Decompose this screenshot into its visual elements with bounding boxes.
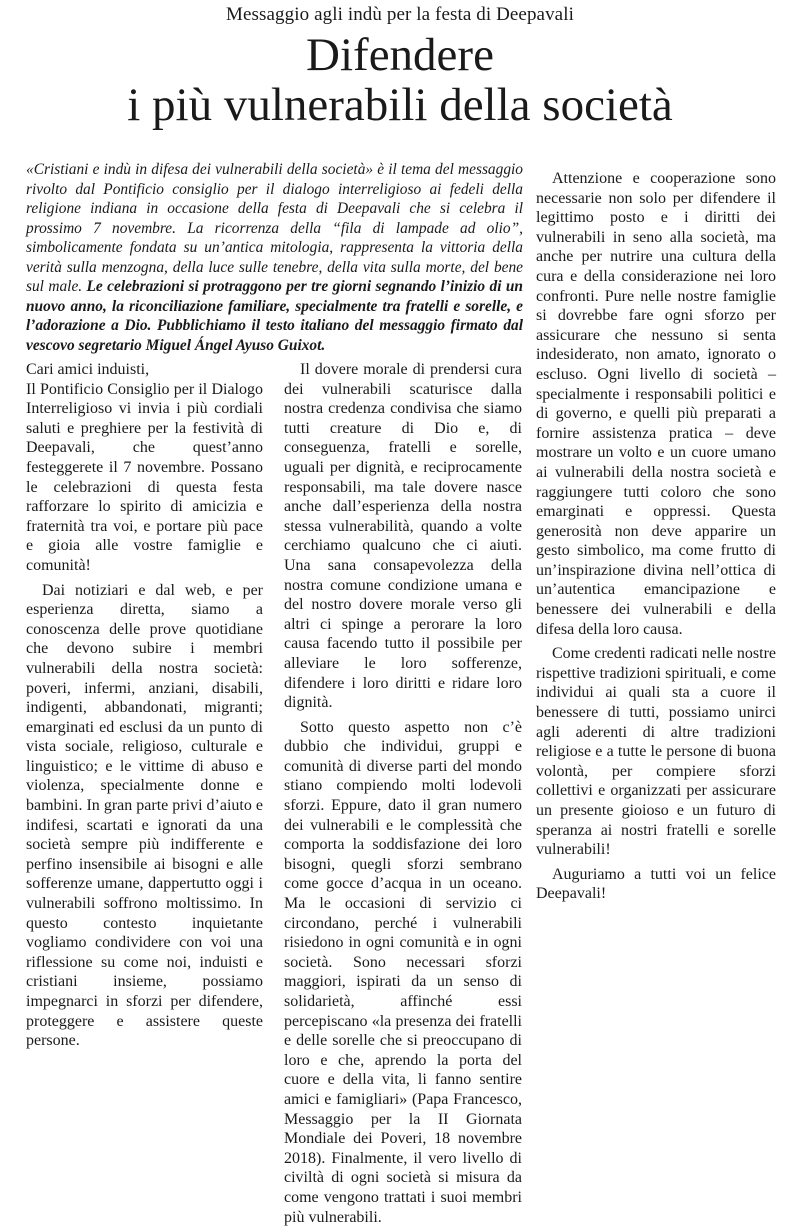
body-column-2 [284, 360, 522, 1227]
paragraph-7: Auguriamo a tutti voi un felice Deepavali! [536, 865, 776, 903]
paragraph-6: Come credenti radicati nelle nostre rispettive tradizioni spirituali, e come individui ai quali sta a cuore il benessere di tutti, possiamo unirci agli aderenti di altre tradizioni religiose e a tutte le persone di buona volontà, per compiere sforzi collettivi e organizzati per assicurare un presente gioioso e un futuro di speranza ai nostri fratelli e sorelle vulnerabili! [536, 645, 776, 859]
paragraph-4: Sotto questo aspetto non c’è dubbio che individui, gruppi e comunità di diverse parti del mondo stiano compiendo molti lodevoli sforzi. Eppure, dato il gran numero dei vulnerabili e le complessità che comporta la soddisfazione dei loro bisogni, quegli sforzi sembrano come gocce d’acqua in un oceano. Ma le occasioni di servizio ci circondano, perché i vulnerabili risiedono in ogni comunità e in ogni società. Sono necessari sforzi maggiori, ispirati da un senso di solidarietà, affinché essi percepiscano «la presenza dei fratelli e delle sorelle che si preoccupano di loro e che, aprendo la porta del cuore e della vita, li fanno sentire amici e famigliari» (Papa Francesco, Messaggio per la II Giornata Mondiale dei Poveri, 18 novembre 2018). Finalmente, il vero livello di civiltà di ogni società si misura da come vengono trattati i suoi membri più vulnerabili. [284, 718, 522, 1226]
standfirst-text: «Cristiani e indù in difesa dei vulnerabili della società» è il tema del messaggio rivolto dal Pontificio consiglio per il dialogo interreligioso ai fedeli della religione indiana in occasione della festa di Deepavali che si celebra il prossimo 7 novembre. La ricorrenza della “fila di lampade ad olio”, simbolicamente fondata su un’antica mitologia, rappresenta la vittoria della verità sulla menzogna, della luce sulle tenebre, della vita sulla morte, del bene sul male. [26, 161, 523, 295]
headline-line-1: Difendere [306, 29, 494, 81]
headline-line-2: i più vulnerabili della società [127, 79, 673, 131]
article-standfirst [26, 160, 523, 355]
paragraph-5: Attenzione e cooperazione sono necessarie non solo per difendere il legittimo posto e i diritti dei vulnerabili in seno alla società, ma anche per nutrire una cultura della cura e della considerazione nei loro confronti. Pure nelle nostre famiglie si dovrebbe fare ogni sforzo per assicurare che nessuno si senta indesiderato, non amato, ignorato o escluso. Ogni livello di società – specialmente i responsabili politici e di governo, e quelli più preparati a fornire assistenza pratica – deve mostrare un volto e un cuore umano ai vulnerabili della nostra società e raggiungere tutti coloro che sono emarginati e oppressi. Questa generosità non deve apparire un gesto simbolico, ma come frutto di un’inspirazione divina nell’ottica di un’autentica emancipazione e benessere dei vulnerabili e della difesa della loro causa. [536, 170, 776, 638]
body-column-1 [26, 360, 263, 1051]
article-headline [0, 30, 800, 130]
standfirst-bold-text: Le celebrazioni si protraggono per tre giorni segnando l’inizio di un nuovo anno, la riconciliazione familiare, specialmente tra fratelli e sorelle, e l’adorazione a Dio. Pubblichiamo il testo italiano del messaggio firmato dal vescovo segretario Miguel Ángel Ayuso Guixot. [26, 278, 523, 354]
article-kicker: Messaggio agli indù per la festa di Deepavali [226, 4, 574, 25]
body-column-3 [536, 164, 776, 904]
paragraph-2: Dai notiziari e dal web, e per esperienza diretta, siamo a conoscenza delle prove quotidiane che devono subire i membri vulnerabili della nostra società: poveri, infermi, anziani, disabili, indigenti, abbandonati, migranti; emarginati ed esclusi da un punto di vista sociale, religioso, culturale e linguistico; e le vittime di abuso e violenza, specialmente donne e bambini. In gran parte privi d’aiuto e indifesi, scartati e ignorati da una società sempre più indifferente e perfino insensibile ai bisogni e alle sofferenze umane, dappertutto oggi i vulnerabili soffrono moltissimo. In questo contesto inquietante vogliamo condividere con voi una riflessione su come noi, induisti e cristiani insieme, possiamo impegnarci in sforzi per difendere, proteggere e assistere queste persone. [26, 581, 263, 1050]
paragraph-1: Il Pontificio Consiglio per il Dialogo Interreligioso vi invia i più cordiali saluti e preghiere per la festività di Deepavali, che quest’anno festeggerete il 7 novembre. Possano le celebrazioni di questa festa rafforzare lo spirito di amicizia e fraternità tra voi, e portare più pace e gioia alle vostre famiglie e comunità! [26, 380, 263, 574]
salutation: Cari amici induisti, [26, 361, 150, 378]
paragraph-3: Il dovere morale di prendersi cura dei vulnerabili scaturisce dalla nostra credenza condivisa che siamo tutti creature di Dio e, di conseguenza, fratelli e sorelle, uguali per dignità, e reciprocamente responsabili, ma tale dovere nasce anche dall’esperienza della nostra stessa vulnerabilità, quando a volte cerchiamo qualcuno che ci aiuti. Una sana consapevolezza della nostra comune condizione umana e del nostro dovere morale verso gli altri ci spinge a perorare la loro causa facendo tutto il possibile per alleviare le loro sofferenze, difendere i loro diritti e ridare loro dignità. [284, 361, 522, 712]
